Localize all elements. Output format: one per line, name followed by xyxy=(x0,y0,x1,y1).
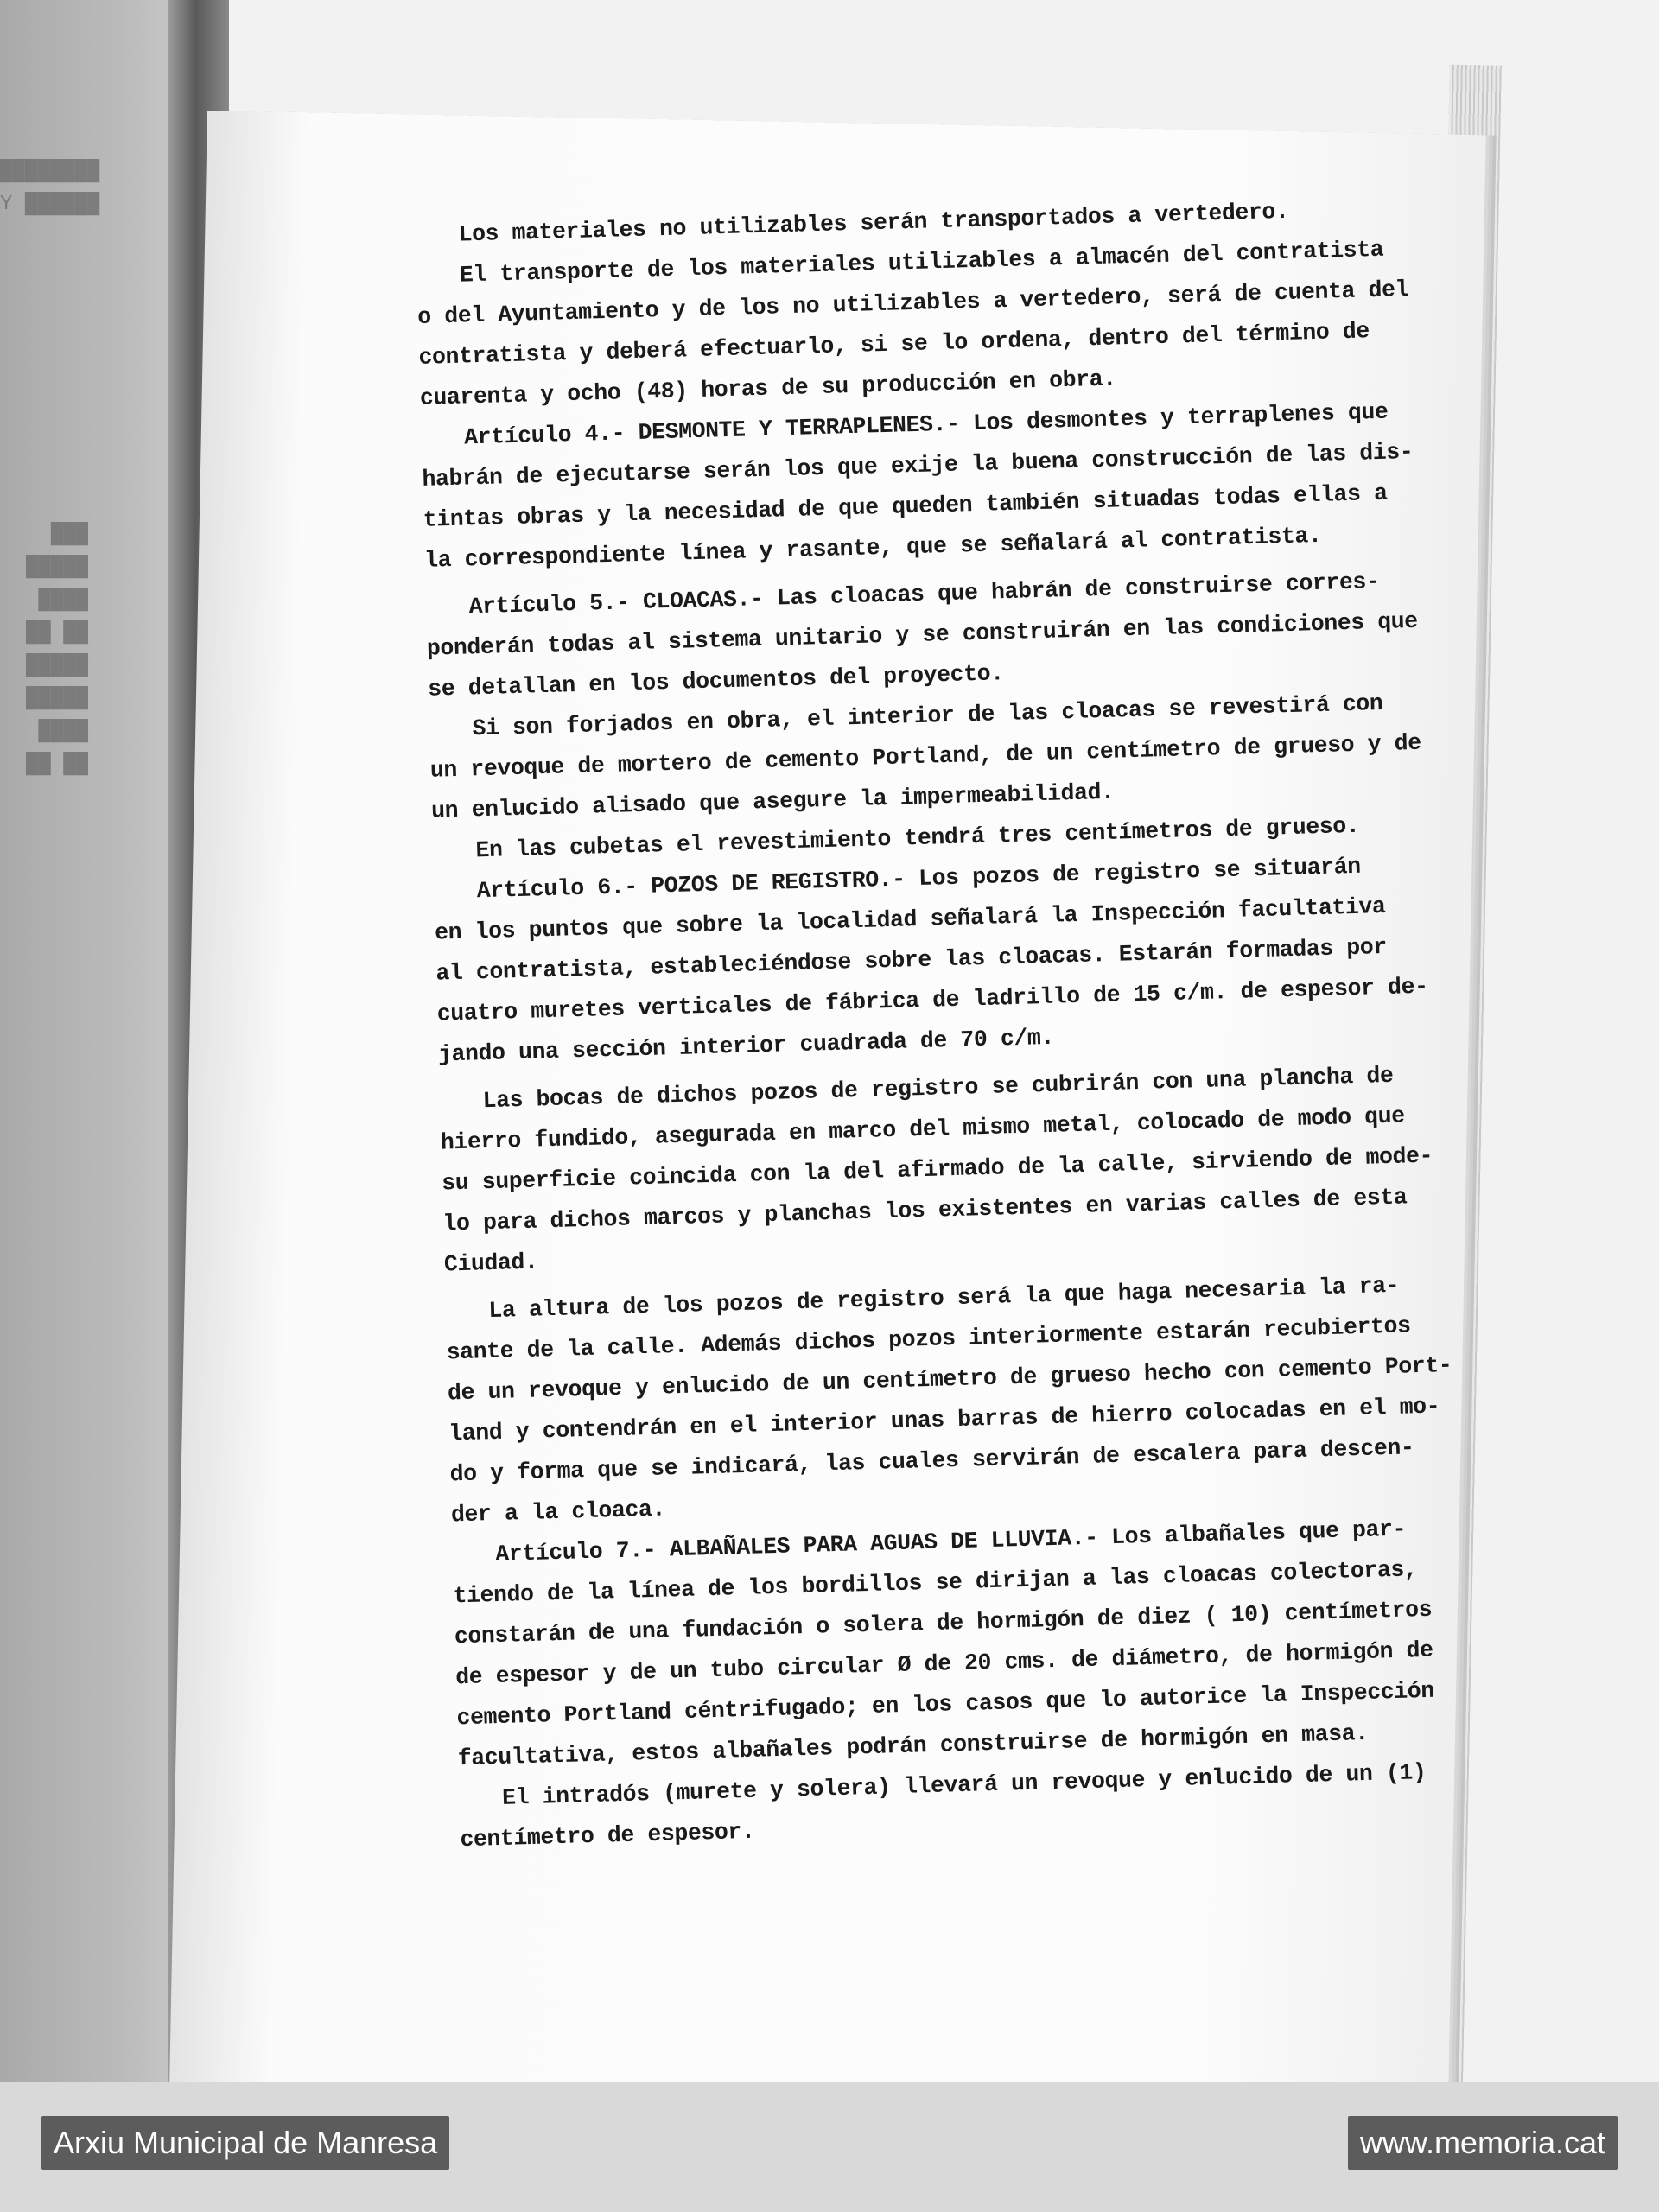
text-line: El transporte de los materiales utilizables a almacén del contratista xyxy=(459,236,1384,289)
facing-page-bleed-text: ███ █████ ████ ██ ██ █████ █████ ████ ██ ██ xyxy=(26,523,89,776)
text-line: El intradós (murete y solera) llevará un revoque y enlucido de un (1) xyxy=(501,1759,1427,1811)
text-line: jando una sección interior cuadrada de 70 c/m. xyxy=(437,1024,1055,1068)
text-line: land y contendrán en el interior unas barras de hierro colocadas en el mo- xyxy=(448,1393,1440,1447)
text-line: se detallan en los documentos del proyecto. xyxy=(427,660,1005,702)
typewritten-text xyxy=(415,188,1480,1860)
text-line: cuatro muretes verticales de fábrica de ladrillo de 15 c/m. de espesor de- xyxy=(436,973,1428,1027)
text-line: de espesor y de un tubo circular Ø de 20 cms. de diámetro, de hormigón de xyxy=(454,1637,1433,1691)
text-line: en los puntos que sobre la localidad señalará la Inspección facultativa xyxy=(434,893,1386,946)
article-heading: Artículo 5.- CLOACAS.- Las cloacas que habrán de construirse corres- xyxy=(468,568,1380,620)
article-heading: Artículo 7.- ALBAÑALES PARA AGUAS DE LLUVIA.- Los albañales que par- xyxy=(494,1516,1407,1567)
text-line: al contratista, estableciéndose sobre las cloacas. Estarán formadas por xyxy=(435,933,1388,987)
text-line: contratista y deberá efectuarlo, si se lo ordena, dentro del término de xyxy=(418,318,1370,371)
article-heading: Artículo 4.- DESMONTE Y TERRAPLENES.- Los desmontes y terraplenes que xyxy=(463,398,1389,451)
text-line: un enlucido alisado que asegure la impermeabilidad. xyxy=(430,779,1115,824)
text-line: su superficie coincida con la del afirmado de la calle, sirviendo de mode- xyxy=(441,1142,1433,1197)
text-line: La altura de los pozos de registro será la que haga necesaria la ra- xyxy=(487,1272,1400,1325)
text-line: un revoque de mortero de cemento Portland, de un centímetro de grueso y de xyxy=(429,729,1422,784)
text-line: lo para dichos marcos y planchas los existentes en varias calles de esta xyxy=(442,1184,1408,1237)
text-line: der a la cloaca. xyxy=(450,1496,666,1529)
text-line: hierro fundido, asegurada en marco del mismo metal, colocado de modo que xyxy=(440,1103,1406,1156)
text-line: habrán de ejecutarse serán los que exije la buena construcción de las dis- xyxy=(422,438,1414,493)
text-line: de un revoque y enlucido de un centímetro de grueso hecho con cemento Port- xyxy=(447,1352,1452,1407)
text-line: tintas obras y la necesidad de que queden también situadas todas ellas a xyxy=(423,480,1388,533)
article-heading: Artículo 6.- POZOS DE REGISTRO.- Los pozos de registro se situarán xyxy=(476,853,1362,905)
text-line: En las cubetas el revestimiento tendrá tres centímetros de grueso. xyxy=(475,812,1360,864)
website-watermark[interactable]: www.memoria.cat xyxy=(1348,2116,1618,2170)
text-line: Ciudad. xyxy=(443,1249,538,1278)
text-line: la correspondiente línea y rasante, que se señalará al contratista. xyxy=(423,522,1322,574)
archive-watermark: Arxiu Municipal de Manresa xyxy=(41,2116,449,2170)
text-line: do y forma que se indicará, las cuales servirán de escalera para descen- xyxy=(449,1434,1414,1488)
text-line: constarán de una fundación o solera de hormigón de diez ( 10) centímetros xyxy=(454,1596,1433,1650)
text-line: sante de la calle. Además dichos pozos interiormente estarán recubiertos xyxy=(446,1313,1411,1366)
text-line: facultativa, estos albañales podrán construirse de hormigón en masa. xyxy=(457,1719,1370,1772)
text-line: cemento Portland céntrifugado; en los casos que lo autorice la Inspección xyxy=(456,1677,1435,1732)
text-line: cuarenta y ocho (48) horas de su producción en obra. xyxy=(419,365,1117,411)
text-line: tiendo de la línea de los bordillos se dirijan a las cloacas colectoras, xyxy=(453,1556,1418,1610)
text-line: Si son forjados en obra, el interior de las cloacas se revestirá con xyxy=(472,690,1383,742)
text-line: o del Ayuntamiento y de los no utilizables a vertedero, será de cuenta del xyxy=(416,276,1409,330)
text-line: Los materiales no utilizables serán transportados a vertedero. xyxy=(458,198,1289,248)
text-line: ponderán todas al sistema unitario y se construirán en las condiciones que xyxy=(426,607,1419,662)
facing-page-bleed-text: ████████ ██████ Y xyxy=(0,160,100,216)
text-line: centímetro de espesor. xyxy=(460,1818,755,1853)
text-line: Las bocas de dichos pozos de registro se cubrirán con una plancha de xyxy=(482,1062,1394,1115)
